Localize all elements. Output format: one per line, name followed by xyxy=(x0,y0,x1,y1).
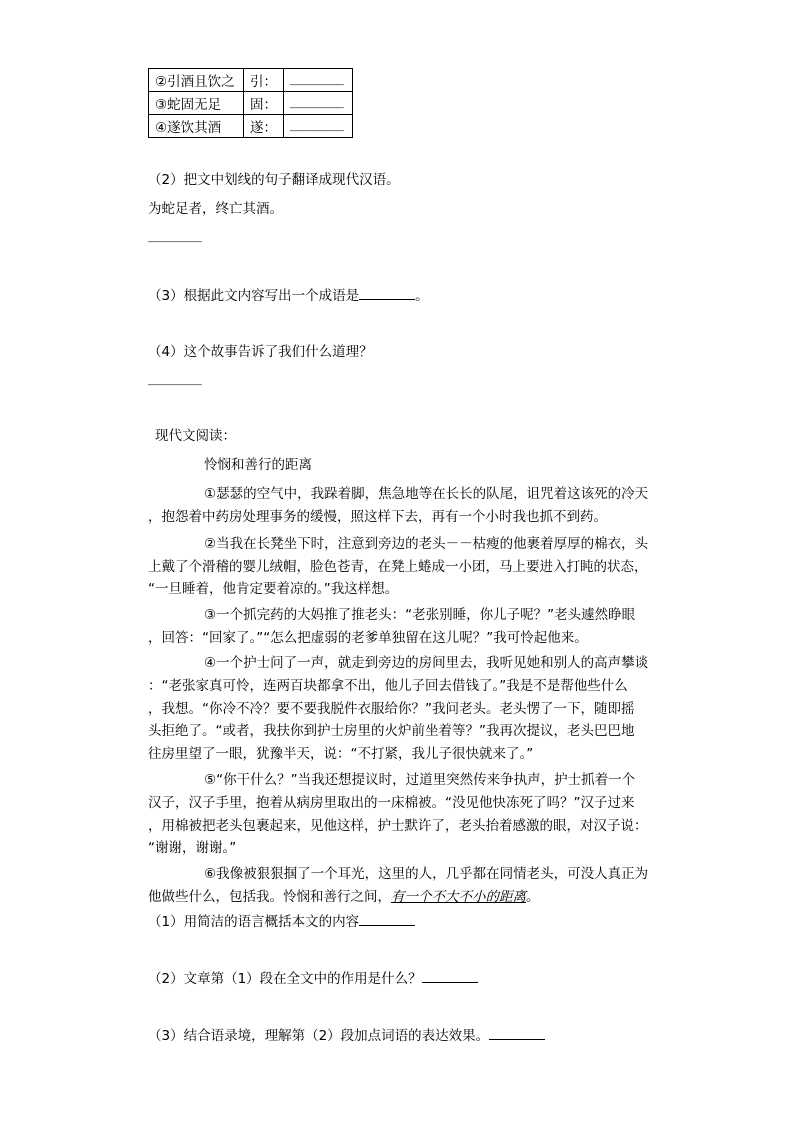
section-heading: 现代文阅读： xyxy=(155,428,236,444)
paragraph-line: ③一个抓完药的大妈推了推老头：“老张别睡，你儿子呢？”老头遽然睁眼 xyxy=(204,607,636,623)
underlined-phrase: 有一个不大不小的距离 xyxy=(391,889,526,905)
phrase-cell: ④遂饮其酒 xyxy=(149,115,244,138)
paragraph-line: 头拒绝了。“或者，我扶你到护士房里的火炉前坐着等？”我再次提议，老头巴巴地 xyxy=(148,723,635,739)
word-cell: 固： xyxy=(244,92,284,115)
answer-blank[interactable]: ________ xyxy=(290,121,344,134)
paragraph-line: 汉子，汉子手里，抱着从病房里取出的一床棉被。“没见他快冻死了吗？”汉子过来 xyxy=(148,795,635,811)
question-text: （3）根据此文内容写出一个成语是 xyxy=(148,288,360,304)
paragraph-line: ⑥我像被狠狠掴了一个耳光，这里的人，几乎都在同情老头，可没人真正为 xyxy=(204,866,649,882)
article-title: 怜悯和善行的距离 xyxy=(204,457,312,473)
answer-cell xyxy=(284,115,353,138)
paragraph-line: ②当我在长凳坐下时，注意到旁边的老头－－枯瘦的他裹着厚厚的棉衣，头 xyxy=(204,536,649,552)
answer-cell xyxy=(284,92,353,115)
paragraph-line: “谢谢，谢谢。” xyxy=(148,840,237,856)
paragraph-line: ，抱怨着中药房处理事务的缓慢，照这样下去，再有一个小时我也抓不到药。 xyxy=(148,509,607,525)
table-row xyxy=(149,69,353,92)
answer-blank[interactable] xyxy=(359,286,415,300)
paragraph-line: ①瑟瑟的空气中，我跺着脚，焦急地等在长长的队尾，诅咒着这该死的冷天 xyxy=(204,486,649,502)
answer-blank[interactable]: ________ xyxy=(290,98,344,111)
modern-question-1 xyxy=(148,912,415,931)
paragraph-line xyxy=(148,888,540,906)
answer-blank[interactable]: ________ xyxy=(290,75,344,88)
phrase-cell: ③蛇固无足 xyxy=(149,92,244,115)
phrase-cell: ②引酒且饮之 xyxy=(149,69,244,92)
question-4: （4）这个故事告诉了我们什么道理？ xyxy=(148,344,373,360)
answer-blank[interactable]: ________ xyxy=(148,375,202,388)
word-cell: 引： xyxy=(244,69,284,92)
question-text: （1）用简洁的语言概括本文的内容 xyxy=(148,914,360,930)
answer-blank[interactable] xyxy=(359,912,415,926)
answer-blank[interactable]: ________ xyxy=(148,232,202,245)
vocab-table xyxy=(148,68,353,138)
word-cell: 遂： xyxy=(244,115,284,138)
paragraph-line: ：“老张家真可怜，连两百块都拿不出，他儿子回去借钱了。”我是不是帮他些什么 xyxy=(148,678,628,694)
paragraph-line: ，用棉被把老头包裹起来，见他这样，护士默许了，老头抬着感激的眼，对汉子说： xyxy=(148,818,648,834)
question-text: （2）文章第（1）段在全文中的作用是什么？ xyxy=(148,971,422,987)
paragraph-line: 往房里望了一眼，犹豫半天，说：“不打紧，我儿子很快就来了。” xyxy=(148,746,534,762)
paragraph-line: ，我想。“你冷不冷？要不要我脱件衣服给你？”我问老头。老头愣了一下，随即摇 xyxy=(148,701,635,717)
table-row xyxy=(149,92,353,115)
question-text: （3）结合语录境，理解第（2）段加点词语的表达效果。 xyxy=(148,1028,490,1044)
modern-question-2 xyxy=(148,969,478,988)
paragraph-line: “一旦睡着，他肯定要着凉的。”我这样想。 xyxy=(148,581,399,597)
modern-question-3 xyxy=(148,1026,545,1045)
paragraph-line: ④一个护士问了一声，就走到旁边的房间里去，我听见她和别人的高声攀谈 xyxy=(204,655,649,671)
answer-blank[interactable] xyxy=(489,1026,545,1040)
answer-blank[interactable] xyxy=(422,969,478,983)
paragraph-line: 上戴了个滑稽的婴儿绒帽，脸色苍青，在凳上蜷成一小团，马上要进入打盹的状态， xyxy=(148,559,648,575)
answer-cell xyxy=(284,69,353,92)
translate-sentence: 为蛇足者，终亡其酒。 xyxy=(148,201,283,217)
question-3 xyxy=(148,286,429,305)
punctuation: 。 xyxy=(415,288,429,304)
line-text: 他做些什么，包括我。怜悯和善行之间， xyxy=(148,889,391,905)
punctuation: 。 xyxy=(526,889,540,905)
paragraph-line: ⑤“你干什么？”当我还想提议时，过道里突然传来争执声，护士抓着一个 xyxy=(204,772,636,788)
paragraph-line: ，回答：“回家了。”“怎么把虚弱的老爹单独留在这儿呢？”我可怜起他来。 xyxy=(148,630,588,646)
table-row xyxy=(149,115,353,138)
question-2: （2）把文中划线的句子翻译成现代汉语。 xyxy=(148,172,400,188)
